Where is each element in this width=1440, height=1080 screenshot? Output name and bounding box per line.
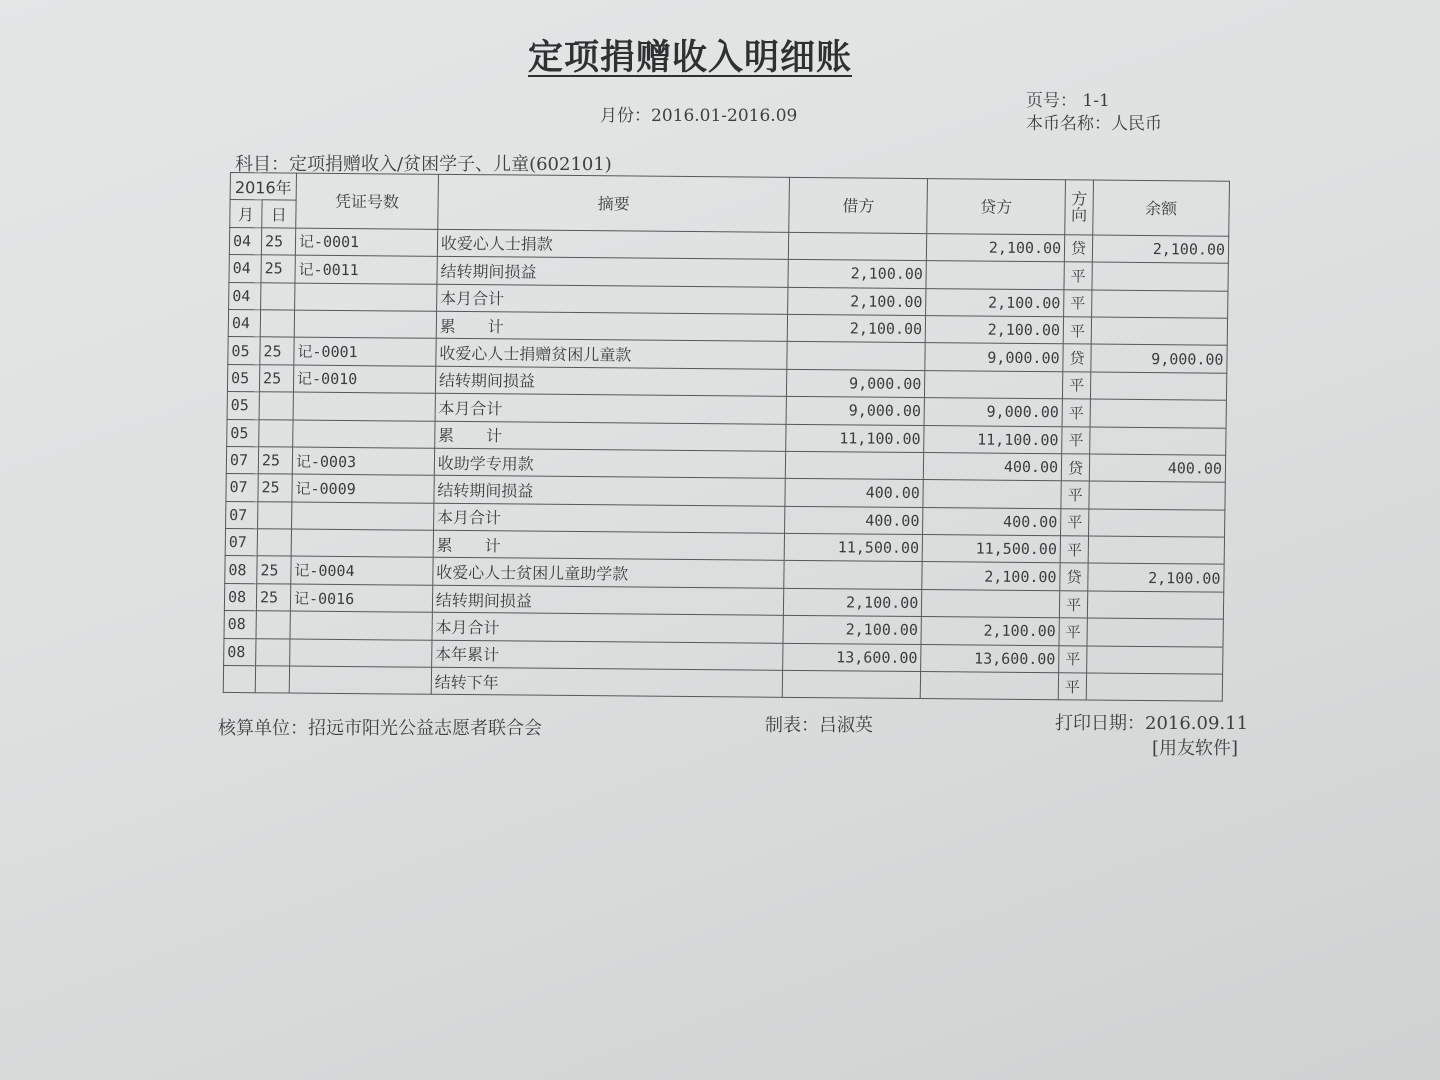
- cell-direction: 平: [1058, 673, 1086, 701]
- cell-summary: 收爱心人士捐赠贫困儿童款: [436, 339, 788, 369]
- cell-debit: 2,100.00: [788, 314, 926, 343]
- cell-balance: [1087, 646, 1223, 675]
- cell-debit: [786, 451, 924, 480]
- cell-day: 25: [261, 228, 295, 256]
- ledger-table: [223, 172, 1230, 702]
- cell-month: 04: [229, 282, 261, 310]
- currency-label: 本币名称：人民币: [1026, 114, 1162, 134]
- cell-summary: 结转期间损益: [434, 476, 786, 506]
- cell-direction: 平: [1060, 536, 1088, 564]
- cell-summary: 结转期间损益: [432, 585, 784, 615]
- cell-voucher: [293, 420, 435, 449]
- cell-debit: 400.00: [785, 479, 923, 508]
- cell-balance: 2,100.00: [1088, 563, 1224, 592]
- cell-balance: [1092, 262, 1228, 291]
- cell-debit: 9,000.00: [786, 396, 924, 425]
- cell-credit: [925, 370, 1063, 399]
- cell-credit: 11,500.00: [922, 535, 1060, 564]
- cell-day: 25: [257, 556, 291, 584]
- cell-direction: 平: [1062, 399, 1090, 427]
- print-date: 打印日期：2016.09.11: [1055, 713, 1249, 734]
- cell-month: 05: [227, 419, 259, 447]
- accounting-unit: 核算单位：招远市阳光公益志愿者联合会: [218, 718, 542, 739]
- cell-summary: 本月合计: [435, 393, 787, 423]
- cell-credit: 2,100.00: [927, 233, 1065, 262]
- ledger-body: [223, 227, 1229, 701]
- cell-day: 25: [258, 447, 292, 475]
- cell-day: 25: [258, 474, 292, 502]
- cell-credit: [922, 589, 1060, 618]
- cell-day: [256, 638, 290, 666]
- cell-direction: 平: [1061, 508, 1089, 536]
- cell-month: 08: [224, 583, 256, 611]
- cell-summary: 收助学专用款: [434, 448, 786, 478]
- cell-voucher: [289, 666, 431, 695]
- cell-direction: 贷: [1061, 454, 1089, 482]
- cell-summary: 累 计: [433, 530, 785, 560]
- cell-voucher: [295, 283, 437, 312]
- cell-credit: 11,100.00: [924, 425, 1062, 454]
- cell-direction: 平: [1061, 481, 1089, 509]
- cell-debit: 11,100.00: [786, 424, 924, 453]
- header-month: 月: [230, 200, 262, 228]
- cell-month: 04: [229, 255, 261, 283]
- header-day: 日: [262, 200, 296, 228]
- cell-voucher: 记-0004: [291, 557, 433, 586]
- cell-voucher: 记-0001: [294, 337, 436, 366]
- cell-day: 25: [260, 337, 294, 365]
- cell-direction: 平: [1059, 591, 1087, 619]
- cell-summary: 收爱心人士贫困儿童助学款: [433, 558, 785, 588]
- cell-month: 08: [224, 638, 256, 666]
- cell-balance: [1087, 591, 1223, 620]
- cell-credit: 9,000.00: [924, 398, 1062, 427]
- cell-summary: 累 计: [436, 311, 788, 341]
- cell-balance: [1091, 317, 1227, 346]
- cell-month: 04: [229, 227, 261, 255]
- cell-direction: 贷: [1064, 235, 1092, 263]
- cell-voucher: [291, 529, 433, 558]
- cell-day: [259, 392, 293, 420]
- header-debit: 借方: [789, 177, 928, 233]
- cell-voucher: 记-0003: [292, 447, 434, 476]
- cell-summary: 本月合计: [433, 503, 785, 533]
- header-year: 2016年: [230, 173, 296, 201]
- cell-debit: 11,500.00: [785, 533, 923, 562]
- prepared-by: 制表：吕淑英: [765, 715, 873, 736]
- cell-balance: [1087, 618, 1223, 647]
- cell-debit: 2,100.00: [784, 588, 922, 617]
- header-voucher: 凭证号数: [296, 173, 439, 229]
- header-row-1: [230, 173, 1229, 209]
- cell-balance: [1091, 372, 1227, 401]
- cell-debit: [784, 561, 922, 590]
- cell-credit: 400.00: [923, 507, 1061, 536]
- cell-debit: 13,600.00: [783, 643, 921, 672]
- cell-debit: 9,000.00: [787, 369, 925, 398]
- cell-day: 25: [259, 364, 293, 392]
- cell-credit: 13,600.00: [921, 644, 1059, 673]
- document-title: 定项捐赠收入明细账: [528, 38, 853, 78]
- cell-month: [223, 665, 255, 693]
- cell-summary: 结转期间损益: [435, 366, 787, 396]
- cell-credit: [923, 480, 1061, 509]
- cell-credit: [920, 672, 1058, 701]
- cell-credit: 2,100.00: [921, 617, 1059, 646]
- cell-summary: 累 计: [434, 421, 786, 451]
- account-subject: 科目：定项捐赠收入/贫困学子、儿童(602101): [235, 154, 612, 175]
- cell-balance: 400.00: [1089, 454, 1225, 483]
- cell-balance: 9,000.00: [1091, 344, 1227, 373]
- cell-balance: [1089, 509, 1225, 538]
- cell-day: [260, 310, 294, 338]
- header-credit: 贷方: [927, 179, 1066, 235]
- cell-debit: 2,100.00: [788, 260, 926, 289]
- cell-credit: 9,000.00: [925, 343, 1063, 372]
- cell-day: [259, 419, 293, 447]
- cell-direction: 平: [1059, 645, 1087, 673]
- page-number: 页号： 1-1: [1026, 91, 1110, 111]
- cell-day: [257, 529, 291, 557]
- cell-day: [261, 282, 295, 310]
- cell-day: 25: [256, 584, 290, 612]
- cell-month: 05: [227, 364, 259, 392]
- cell-credit: 2,100.00: [922, 562, 1060, 591]
- cell-credit: 400.00: [924, 452, 1062, 481]
- cell-voucher: [293, 392, 435, 421]
- cell-month: 07: [225, 529, 257, 557]
- software-label: [用友软件]: [1152, 738, 1239, 759]
- cell-voucher: [291, 502, 433, 531]
- cell-voucher: 记-0010: [293, 365, 435, 394]
- cell-day: [256, 611, 290, 639]
- cell-debit: [789, 232, 927, 261]
- cell-direction: 平: [1059, 618, 1087, 646]
- cell-direction: 平: [1063, 317, 1091, 345]
- cell-summary: 结转下年: [431, 667, 783, 697]
- cell-direction: 平: [1064, 289, 1092, 317]
- cell-summary: 本月合计: [432, 613, 784, 643]
- cell-voucher: 记-0009: [292, 474, 434, 503]
- cell-voucher: [290, 639, 432, 668]
- header-summary: 摘要: [438, 174, 790, 232]
- cell-day: [258, 501, 292, 529]
- cell-debit: 2,100.00: [788, 287, 926, 316]
- cell-balance: [1090, 399, 1226, 428]
- cell-month: 07: [226, 501, 258, 529]
- cell-voucher: 记-0011: [295, 255, 437, 284]
- cell-debit: 2,100.00: [783, 616, 921, 645]
- header-direction: [1065, 180, 1094, 235]
- cell-direction: 平: [1063, 372, 1091, 400]
- cell-voucher: [290, 611, 432, 640]
- cell-debit: [783, 670, 921, 699]
- cell-day: 25: [261, 255, 295, 283]
- cell-credit: [926, 261, 1064, 290]
- cell-balance: [1092, 290, 1228, 319]
- cell-month: 05: [228, 337, 260, 365]
- cell-credit: 2,100.00: [926, 288, 1064, 317]
- cell-balance: [1089, 481, 1225, 510]
- cell-balance: [1088, 536, 1224, 565]
- cell-voucher: 记-0001: [295, 228, 437, 257]
- cell-direction: 贷: [1063, 344, 1091, 372]
- period-label: 月份：2016.01-2016.09: [600, 106, 798, 126]
- cell-month: 07: [226, 474, 258, 502]
- cell-month: 04: [228, 309, 260, 337]
- cell-day: [255, 666, 289, 694]
- cell-summary: 结转期间损益: [437, 256, 789, 286]
- cell-month: 08: [224, 611, 256, 639]
- cell-debit: [787, 342, 925, 371]
- cell-month: 07: [226, 446, 258, 474]
- cell-voucher: [294, 310, 436, 339]
- cell-month: 08: [225, 556, 257, 584]
- cell-balance: [1090, 427, 1226, 456]
- cell-balance: [1086, 673, 1222, 702]
- cell-direction: 平: [1064, 262, 1092, 290]
- cell-balance: 2,100.00: [1092, 235, 1228, 264]
- header-direction-text: 方向: [1070, 189, 1088, 225]
- cell-summary: 本月合计: [436, 284, 788, 314]
- header-balance: 余额: [1093, 180, 1230, 236]
- cell-voucher: 记-0016: [290, 584, 432, 613]
- cell-month: 05: [227, 392, 259, 420]
- cell-credit: 2,100.00: [925, 316, 1063, 345]
- cell-summary: 本年累计: [431, 640, 783, 670]
- cell-direction: 平: [1062, 426, 1090, 454]
- cell-debit: 400.00: [785, 506, 923, 535]
- cell-direction: 贷: [1060, 563, 1088, 591]
- cell-summary: 收爱心人士捐款: [437, 229, 789, 259]
